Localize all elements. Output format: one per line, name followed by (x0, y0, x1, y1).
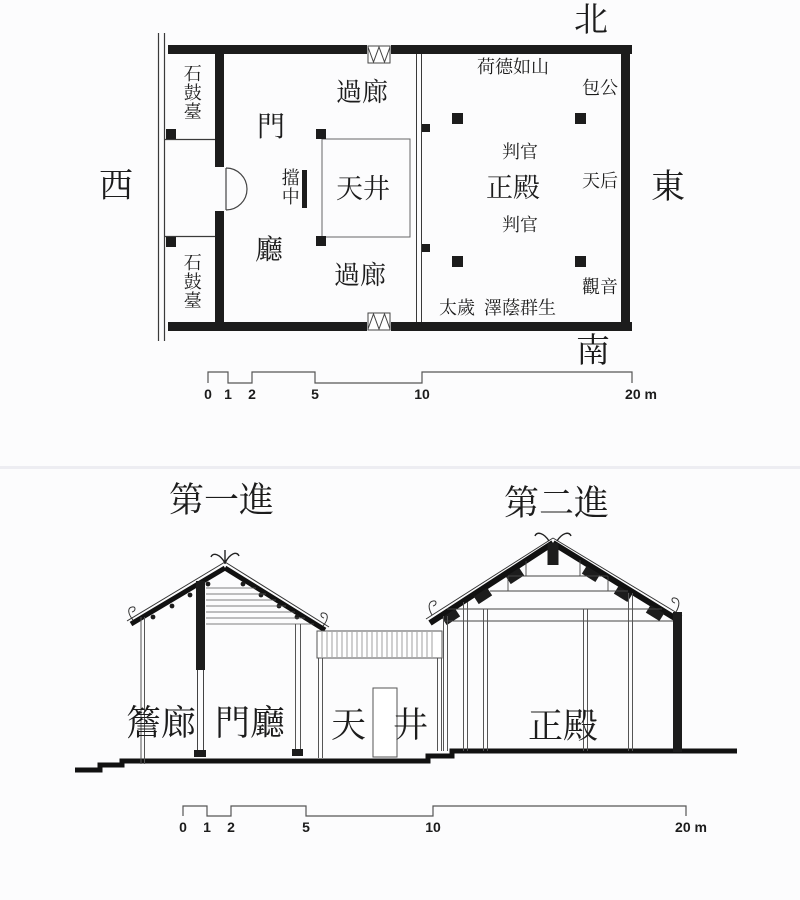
south-door-icon (368, 313, 390, 330)
room-label-corridor-south: 過廊 (334, 260, 387, 290)
room-label-stone-drum-north: 石鼓臺 (181, 64, 202, 121)
plan-scale-tick-5: 5 (311, 386, 319, 402)
section-scale-tick-0: 0 (179, 819, 187, 835)
inscription-judge-north: 判官 (502, 142, 538, 162)
compass-east: 東 (651, 168, 685, 206)
inscription-guan-yin: 觀音 (582, 277, 618, 297)
section-scale-bar (183, 806, 686, 816)
inscription-tai-sui: 太歲 (439, 298, 475, 318)
inscription-plaque-north: 荷德如山 (477, 57, 549, 77)
bay-label-first: 第一進 (169, 481, 275, 520)
west-door-swing-icon (226, 168, 247, 210)
compass-west: 西 (99, 167, 133, 205)
plan-porch-lines (159, 33, 165, 341)
compass-north: 北 (574, 1, 608, 39)
ridge-ornament-icon (211, 550, 239, 564)
section-label-skywell: 天井 (331, 706, 456, 745)
room-label-corridor-north: 過廊 (336, 77, 389, 107)
plan-scale-tick-1: 1 (224, 386, 232, 402)
section-scale-tick-10: 10 (425, 819, 441, 835)
section-label-main-hall: 正殿 (528, 707, 599, 746)
section-scale-tick-2: 2 (227, 819, 235, 835)
inscription-bao-gong: 包公 (582, 78, 618, 98)
ridge-ornament-icon (535, 533, 571, 541)
room-label-main-hall: 正殿 (486, 173, 540, 203)
plan-outer-walls (168, 45, 632, 331)
section-scale-tick-20: 20 m (675, 819, 707, 835)
inscription-plaque-south: 澤蔭群生 (484, 298, 556, 318)
room-label-stone-drum-south: 石鼓臺 (181, 253, 202, 310)
section-ground-line (75, 751, 737, 770)
plan-partition-lines (417, 54, 422, 322)
plan-scale-tick-2: 2 (248, 386, 256, 402)
plan-scale-tick-20: 20 m (625, 386, 657, 402)
plan-scale-tick-10: 10 (414, 386, 430, 402)
section-scale-tick-1: 1 (203, 819, 211, 835)
inscription-judge-south: 判官 (502, 215, 538, 235)
plan-scale-bar (208, 372, 632, 383)
room-label-entrance-lower: 廳 (255, 234, 284, 265)
inscription-tian-hou: 天后 (582, 171, 618, 191)
bay-label-second: 第二進 (504, 484, 610, 523)
plan-screen-bar (302, 170, 307, 208)
room-label-central-screen: 擋中 (279, 168, 300, 206)
plan-stone-drum-compartments (165, 140, 216, 237)
section-scale-tick-5: 5 (302, 819, 310, 835)
plan-scale-tick-0: 0 (204, 386, 212, 402)
section-label-entrance-hall: 門廳 (215, 704, 286, 743)
room-label-skywell: 天井 (336, 174, 390, 204)
north-door-icon (368, 46, 390, 63)
room-label-entrance-upper: 門 (257, 111, 286, 142)
compass-south: 南 (576, 332, 610, 370)
section-label-eave-corridor: 簷廊 (126, 704, 197, 743)
